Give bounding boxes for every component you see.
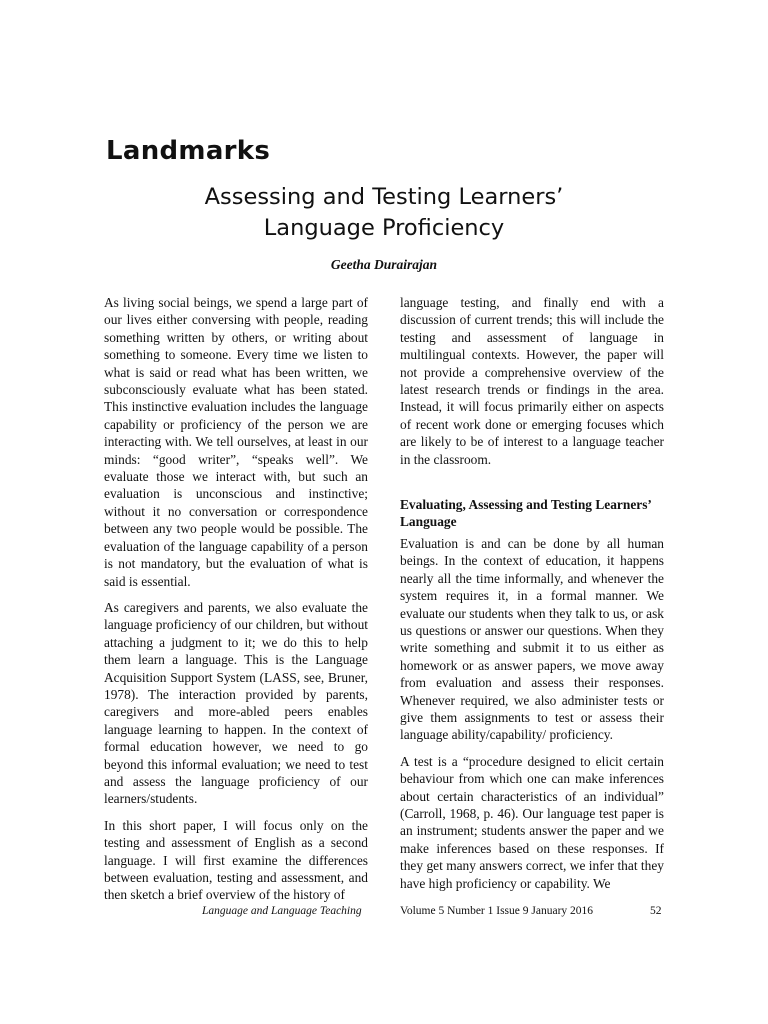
paragraph: language testing, and finally end with a discussion of current trends; this will include the testing and assessment of language in multilingual contexts. However, the paper will not provide a comprehensive overview of the latest research trends or findings in the area. Instead, it will focus primarily either on aspects of recent work done or emerging focuses which are likely to be of interest to a language teacher in the classroom. <box>400 295 664 467</box>
article-title <box>110 182 658 244</box>
page-number: 52 <box>650 905 662 917</box>
author-name: Geetha Durairajan <box>330 257 438 272</box>
paragraph: In this short paper, I will focus only on the testing and assessment of English as a second language. I will first examine the differences between evaluation, testing and assessment, and then sketch a brief overview of the history of <box>104 817 368 903</box>
left-column <box>104 294 368 913</box>
section-heading: Evaluating, Assessing and Testing Learners’ Language <box>400 497 651 530</box>
paragraph: As caregivers and parents, we also evaluate the language proficiency of our children, but without attaching a judgment to it; we do this to help them learn a language. This is the Language Acquisition Support System (LASS, see, Bruner, 1978). The interaction provided by parents, caregivers and more-abled peers enables language learning to happen. In the context of formal education however, we need to go beyond this informal evaluation; we need to test and assess the language proficiency of our learners/students. <box>104 599 368 807</box>
paragraph: Evaluation is and can be done by all human beings. In the context of education, it happens nearly all the time informally, and whenever the system requires it, in a formal manner. We evaluate our students when they talk to us, or ask us questions or answer our questions. When they write something and submit it to us either as homework or as answer papers, we move away from evaluation and assess their responses. Whenever required, we also administer tests or give them assignments to test or assess their language ability/capability/ proficiency. <box>400 535 664 743</box>
footer-journal-name: Language and Language Teaching <box>202 905 362 917</box>
right-column <box>400 294 664 901</box>
title-line-2: Language Proficiency <box>263 215 505 241</box>
title-line-1: Assessing and Testing Learners’ <box>204 184 564 210</box>
section-label: Landmarks <box>106 136 271 166</box>
footer-volume-info: Volume 5 Number 1 Issue 9 January 2016 <box>400 905 594 917</box>
paragraph: As living social beings, we spend a large part of our lives either conversing with people, reading something written by others, or writing about something to someone. Every time we listen to what is said or read what has been written, we subconsciously evaluate what has been stated. This instinctive evaluation includes the language capability or proficiency of the person we are interacting with. We tell ourselves, at least in our minds: “good writer”, “speaks well”. We evaluate those we interact with, but such an evaluation is unconscious and instinctive; without it no conversation or correspondence between any two people would be possible. The evaluation of the language capability of a person is not mandatory, but the evaluation of what is said is essential. <box>104 295 368 589</box>
paragraph: A test is a “procedure designed to elicit certain behaviour from which one can make inferences about certain characteristics of an individual” (Carroll, 1968, p. 46). Our language test paper is an instrument; students answer the paper and we make inferences based on these responses. If they get many answers correct, we infer that they have high proficiency or capability. We <box>400 753 664 891</box>
